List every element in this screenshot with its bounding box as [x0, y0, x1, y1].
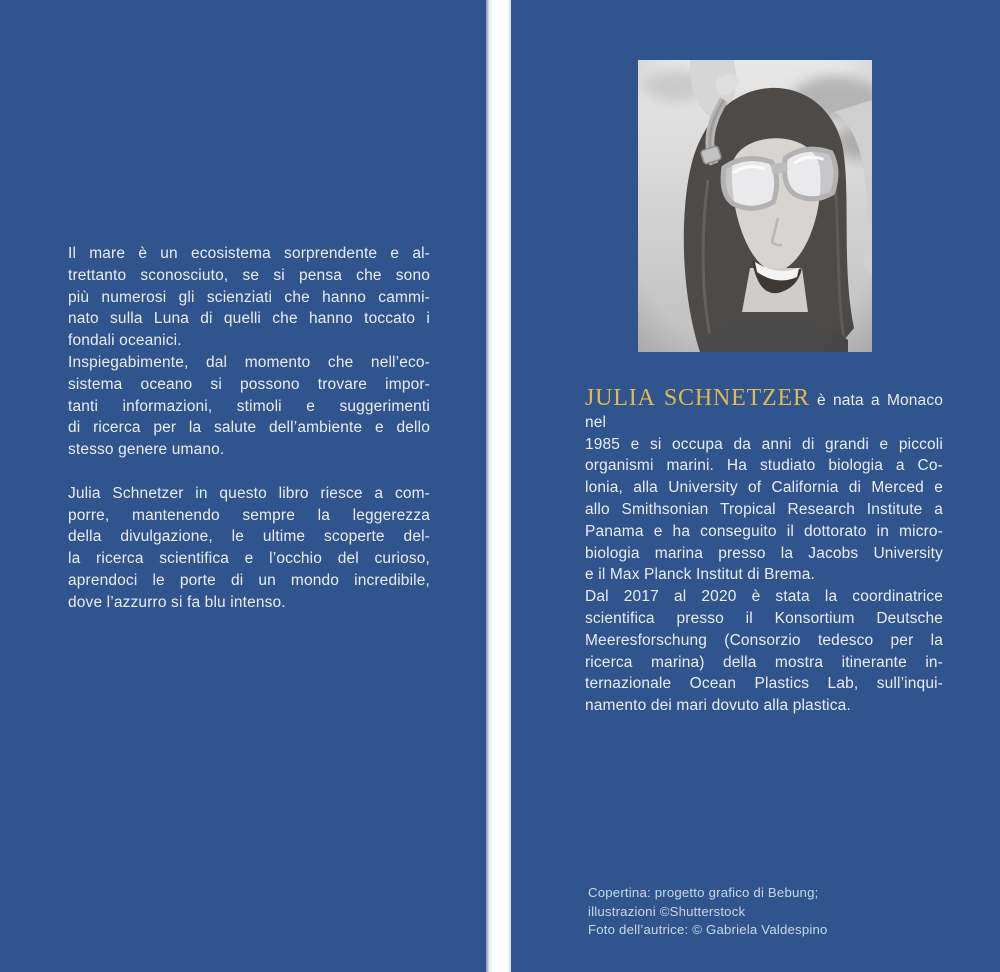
text-line: lonia, alla University of California di Merced e [585, 479, 943, 497]
left-flap-blurb [68, 243, 430, 614]
text-line: la ricerca scientifica e l’occhio del curioso, [68, 550, 430, 568]
text-line: Foto dell’autrice: © Gabriela Valdespino [588, 922, 828, 938]
text-line: dove l’azzurro si fa blu intenso. [68, 593, 286, 611]
text-line: aprendoci le porte di un mondo incredibile, [68, 571, 430, 589]
text-line: stesso genere umano. [68, 441, 225, 459]
text-line: Inspiegabimente, dal momento che nell’eco- [68, 353, 430, 371]
text-line: Panama e ha conseguito il dottorato in micro- [585, 522, 943, 540]
text-line: trettanto sconosciuto, se si pensa che sono [68, 266, 430, 284]
text-line: illustrazioni ©Shutterstock [588, 903, 746, 919]
author-photo-image [638, 60, 872, 352]
text-line: tanti informazioni, stimoli e suggerimenti [68, 397, 430, 415]
bio-lines [585, 434, 943, 717]
blurb-paragraph-2 [68, 483, 430, 614]
bio-first-line [585, 385, 943, 434]
text-line: della divulgazione, le ultime scoperte del- [68, 528, 430, 546]
bio-first-line-text: è nata a Monaco nel [585, 392, 943, 431]
author-name: JULIA SCHNETZER [585, 385, 810, 411]
photo-credits [588, 884, 968, 940]
text-line: fondali oceanici. [68, 332, 182, 350]
text-line: Julia Schnetzer in questo libro riesce a com- [68, 484, 430, 502]
blurb-paragraph-1 [68, 243, 430, 461]
text-line: scientifica presso il Konsortium Deutsche [585, 609, 943, 627]
author-photo [638, 60, 872, 352]
text-line: e il Max Planck Institut di Brema. [585, 566, 815, 584]
text-line: sistema oceano si possono trovare impor- [68, 375, 430, 393]
text-line: Il mare è un ecosistema sorprendente e al- [68, 245, 430, 262]
text-line: organismi marini. Ha studiato biologia a Co- [585, 457, 943, 475]
text-line: Meeresforschung (Consorzio tedesco per la [585, 631, 943, 649]
text-line: di ricerca per la salute dell’ambiente e dello [68, 419, 430, 437]
text-line: namento dei mari dovuto alla plastica. [585, 697, 851, 715]
text-line: nato sulla Luna di quelli che hanno toccato i [68, 310, 430, 328]
text-line: biologia marina presso la Jacobs University [585, 544, 943, 562]
spine-fold-gutter [486, 0, 511, 972]
text-line: più numerosi gli scienziati che hanno cammi- [68, 288, 430, 306]
text-line: ricerca marina) della mostra itinerante in- [585, 653, 943, 671]
text-line: allo Smithsonian Tropical Research Institute a [585, 500, 943, 518]
text-line: 1985 e si occupa da anni di grandi e piccoli [585, 435, 943, 453]
text-line: Dal 2017 al 2020 è stata la coordinatrice [585, 588, 943, 606]
text-line: Copertina: progetto grafico di Bebung; [588, 885, 819, 900]
text-line: porre, mantenendo sempre la leggerezza [68, 506, 430, 524]
text-line: ternazionale Ocean Plastics Lab, sull’inqui- [585, 675, 943, 693]
author-bio [585, 385, 943, 717]
